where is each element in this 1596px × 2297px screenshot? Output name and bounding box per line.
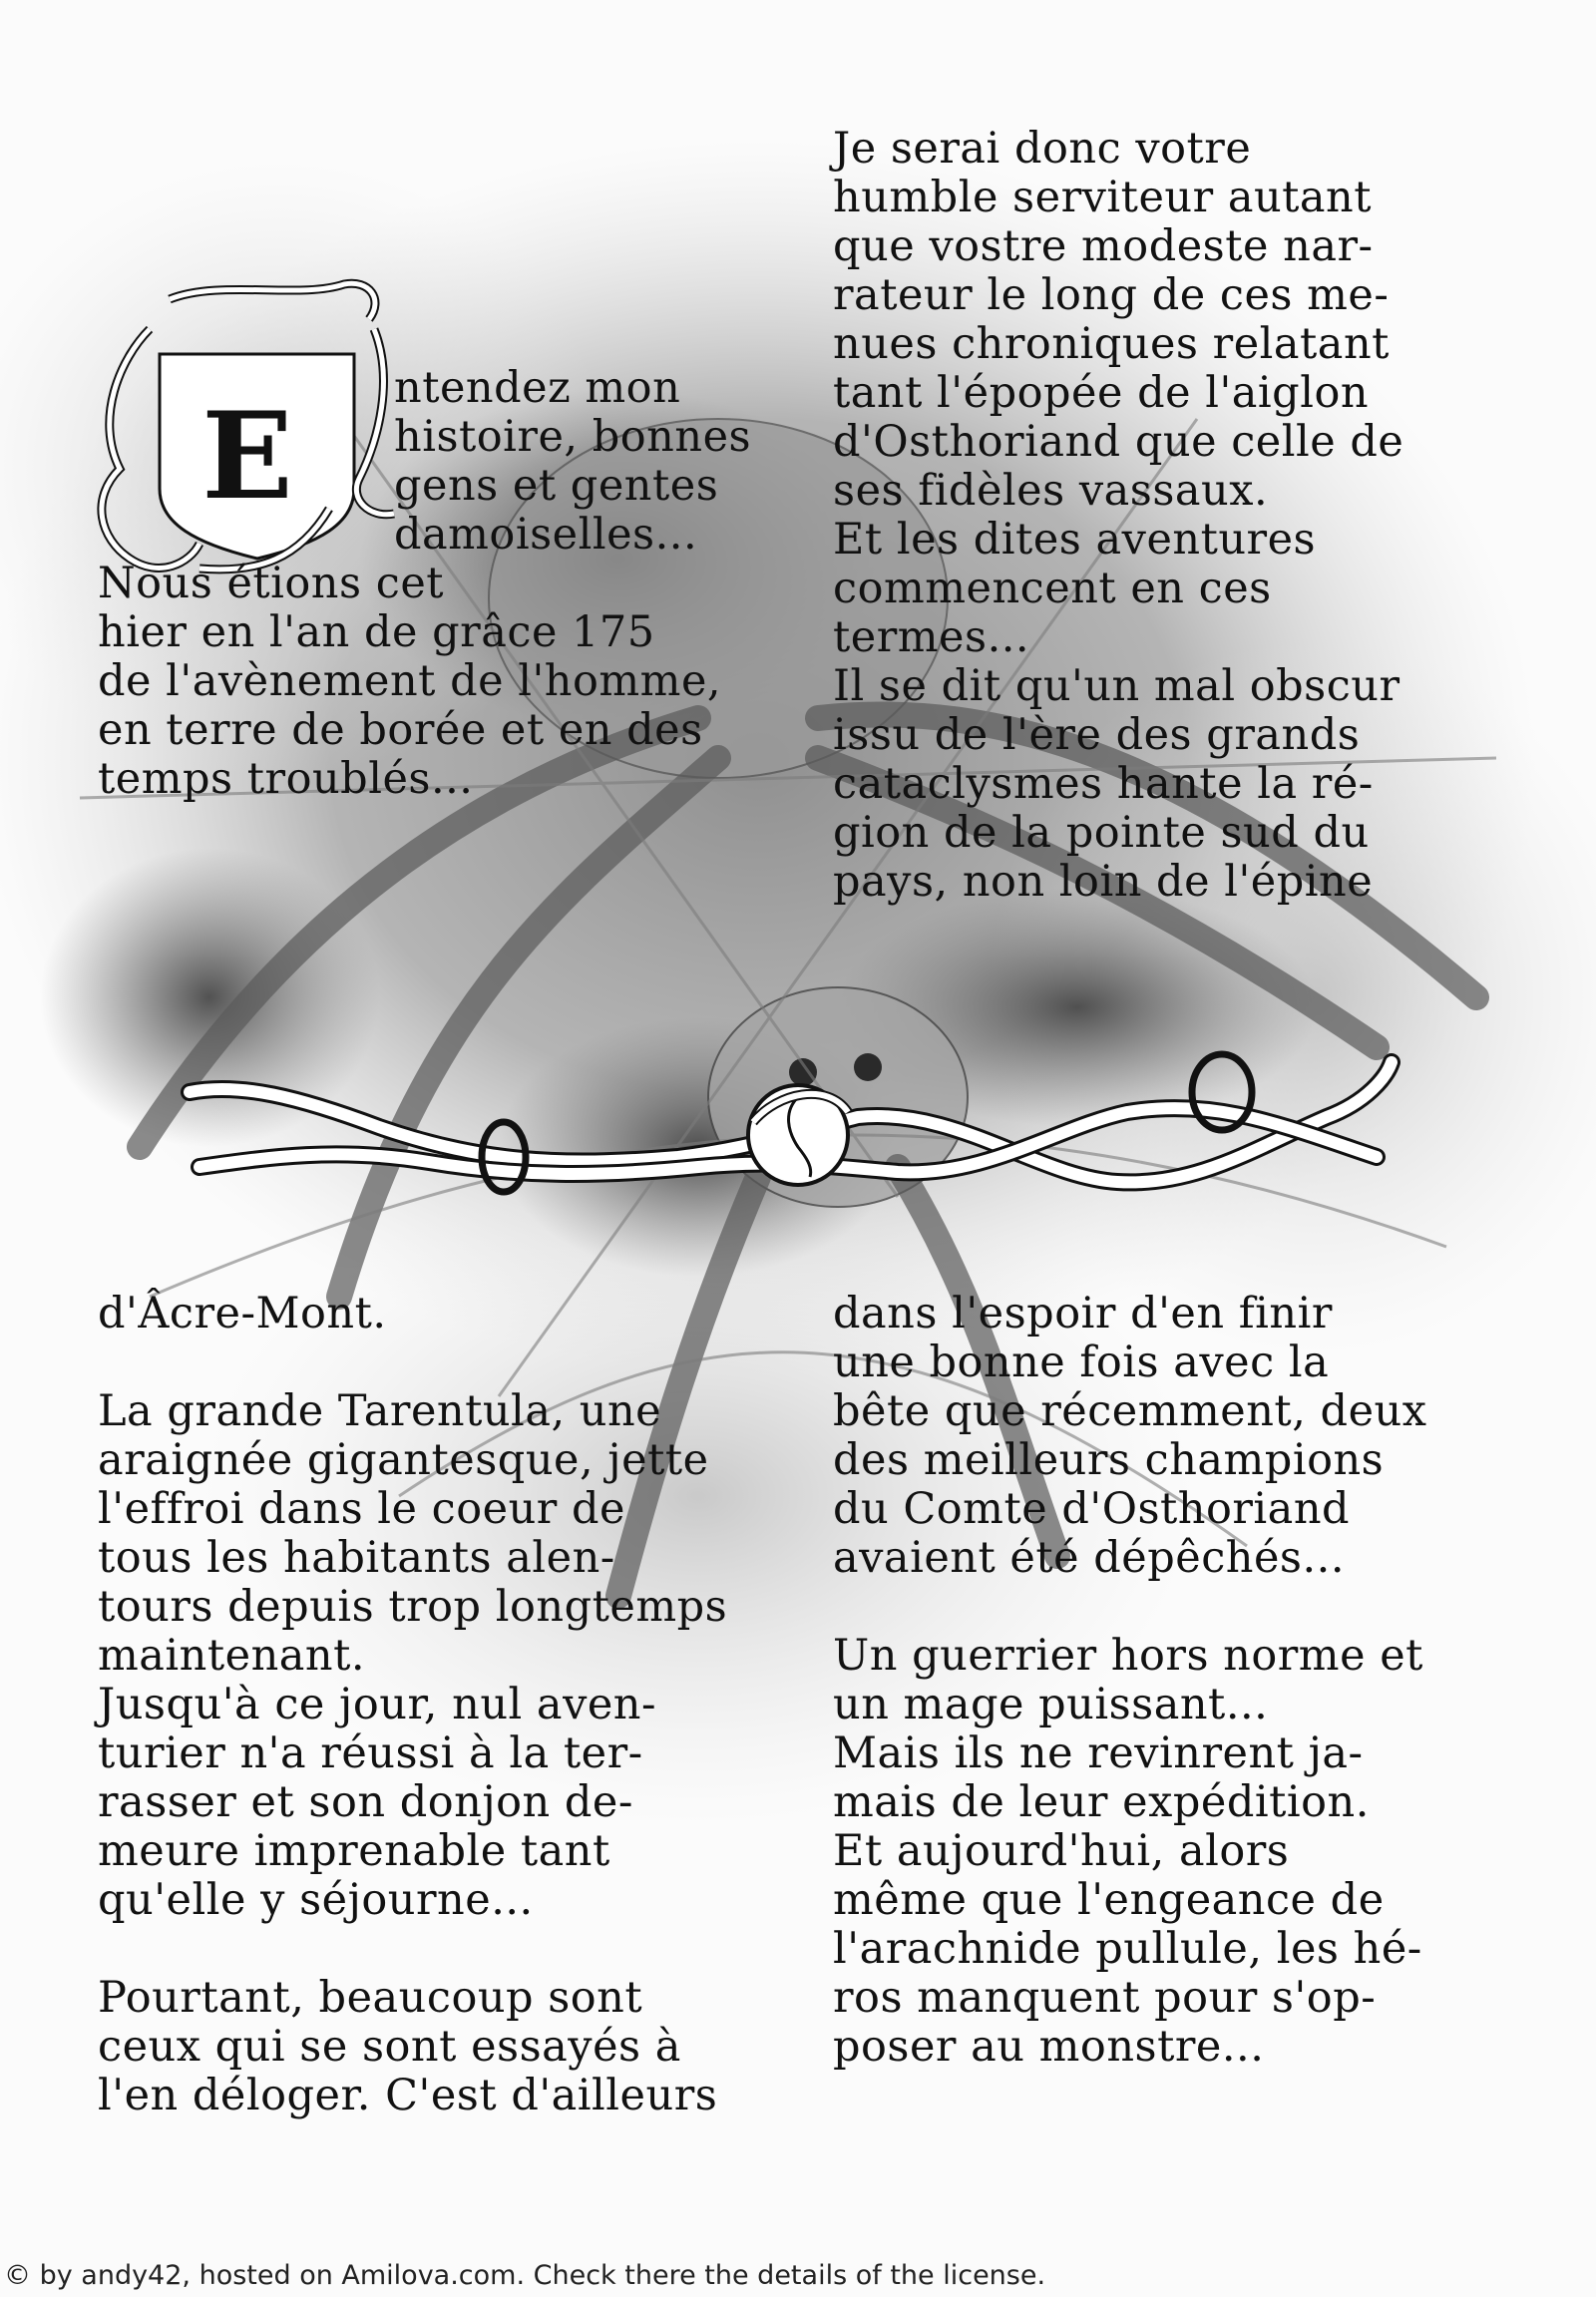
intro-paragraph-start: ntendez mon histoire, bonnes gens et gentes damoiselles...: [394, 363, 752, 560]
dropcap-letter: E: [201, 386, 293, 527]
tarentula-paragraph: d'Âcre-Mont. La grande Tarentula, une araignée gigantesque, jette l'effroi dans le coeur de tous les habitants alen- tours depuis trop longtemps maintenant. Jusqu'à ce jour, nul aven- turier n'a réussi à la ter- rasser et son donjon de- meure imprenable tant qu'elle y séjourne... Pourtant, beaucoup sont ceux qui se sont essayés à l'en déloger. C'est d'ailleurs: [98, 1289, 728, 2120]
champions-paragraph: dans l'espoir d'en finir une bonne fois avec la bête que récemment, deux des meilleurs champions du Comte d'Osthoriand avaient été dépêchés... Un guerrier hors norme et un mage puissant... Mais ils ne revinrent ja- mais de leur expédition. Et aujourd'hui, alors même que l'engeance de l'arachnide pullule, les hé- ros manquent pour s'op- poser au monstre...: [833, 1289, 1427, 2072]
intro-paragraph-continued: Nous étions cet hier en l'an de grâce 175 de l'avènement de l'homme, en terre de borée et en des temps troublés...: [98, 559, 722, 804]
license-credit: © by andy42, hosted on Amilova.com. Check there the details of the license.: [4, 2260, 1046, 2291]
spider-eye-right: [854, 1053, 882, 1081]
narrator-paragraph: Je serai donc votre humble serviteur autant que vostre modeste nar- rateur le long de ces me- nues chroniques relatant tant l'épopée de l'aiglon d'Osthoriand que celle de ses fidèles vassaux. Et les dites aventures commencent en ces termes... Il se dit qu'un mal obscur issu de l'ère des grands cataclysmes hante la ré- gion de la pointe sud du pays, non loin de l'épine: [833, 124, 1404, 907]
